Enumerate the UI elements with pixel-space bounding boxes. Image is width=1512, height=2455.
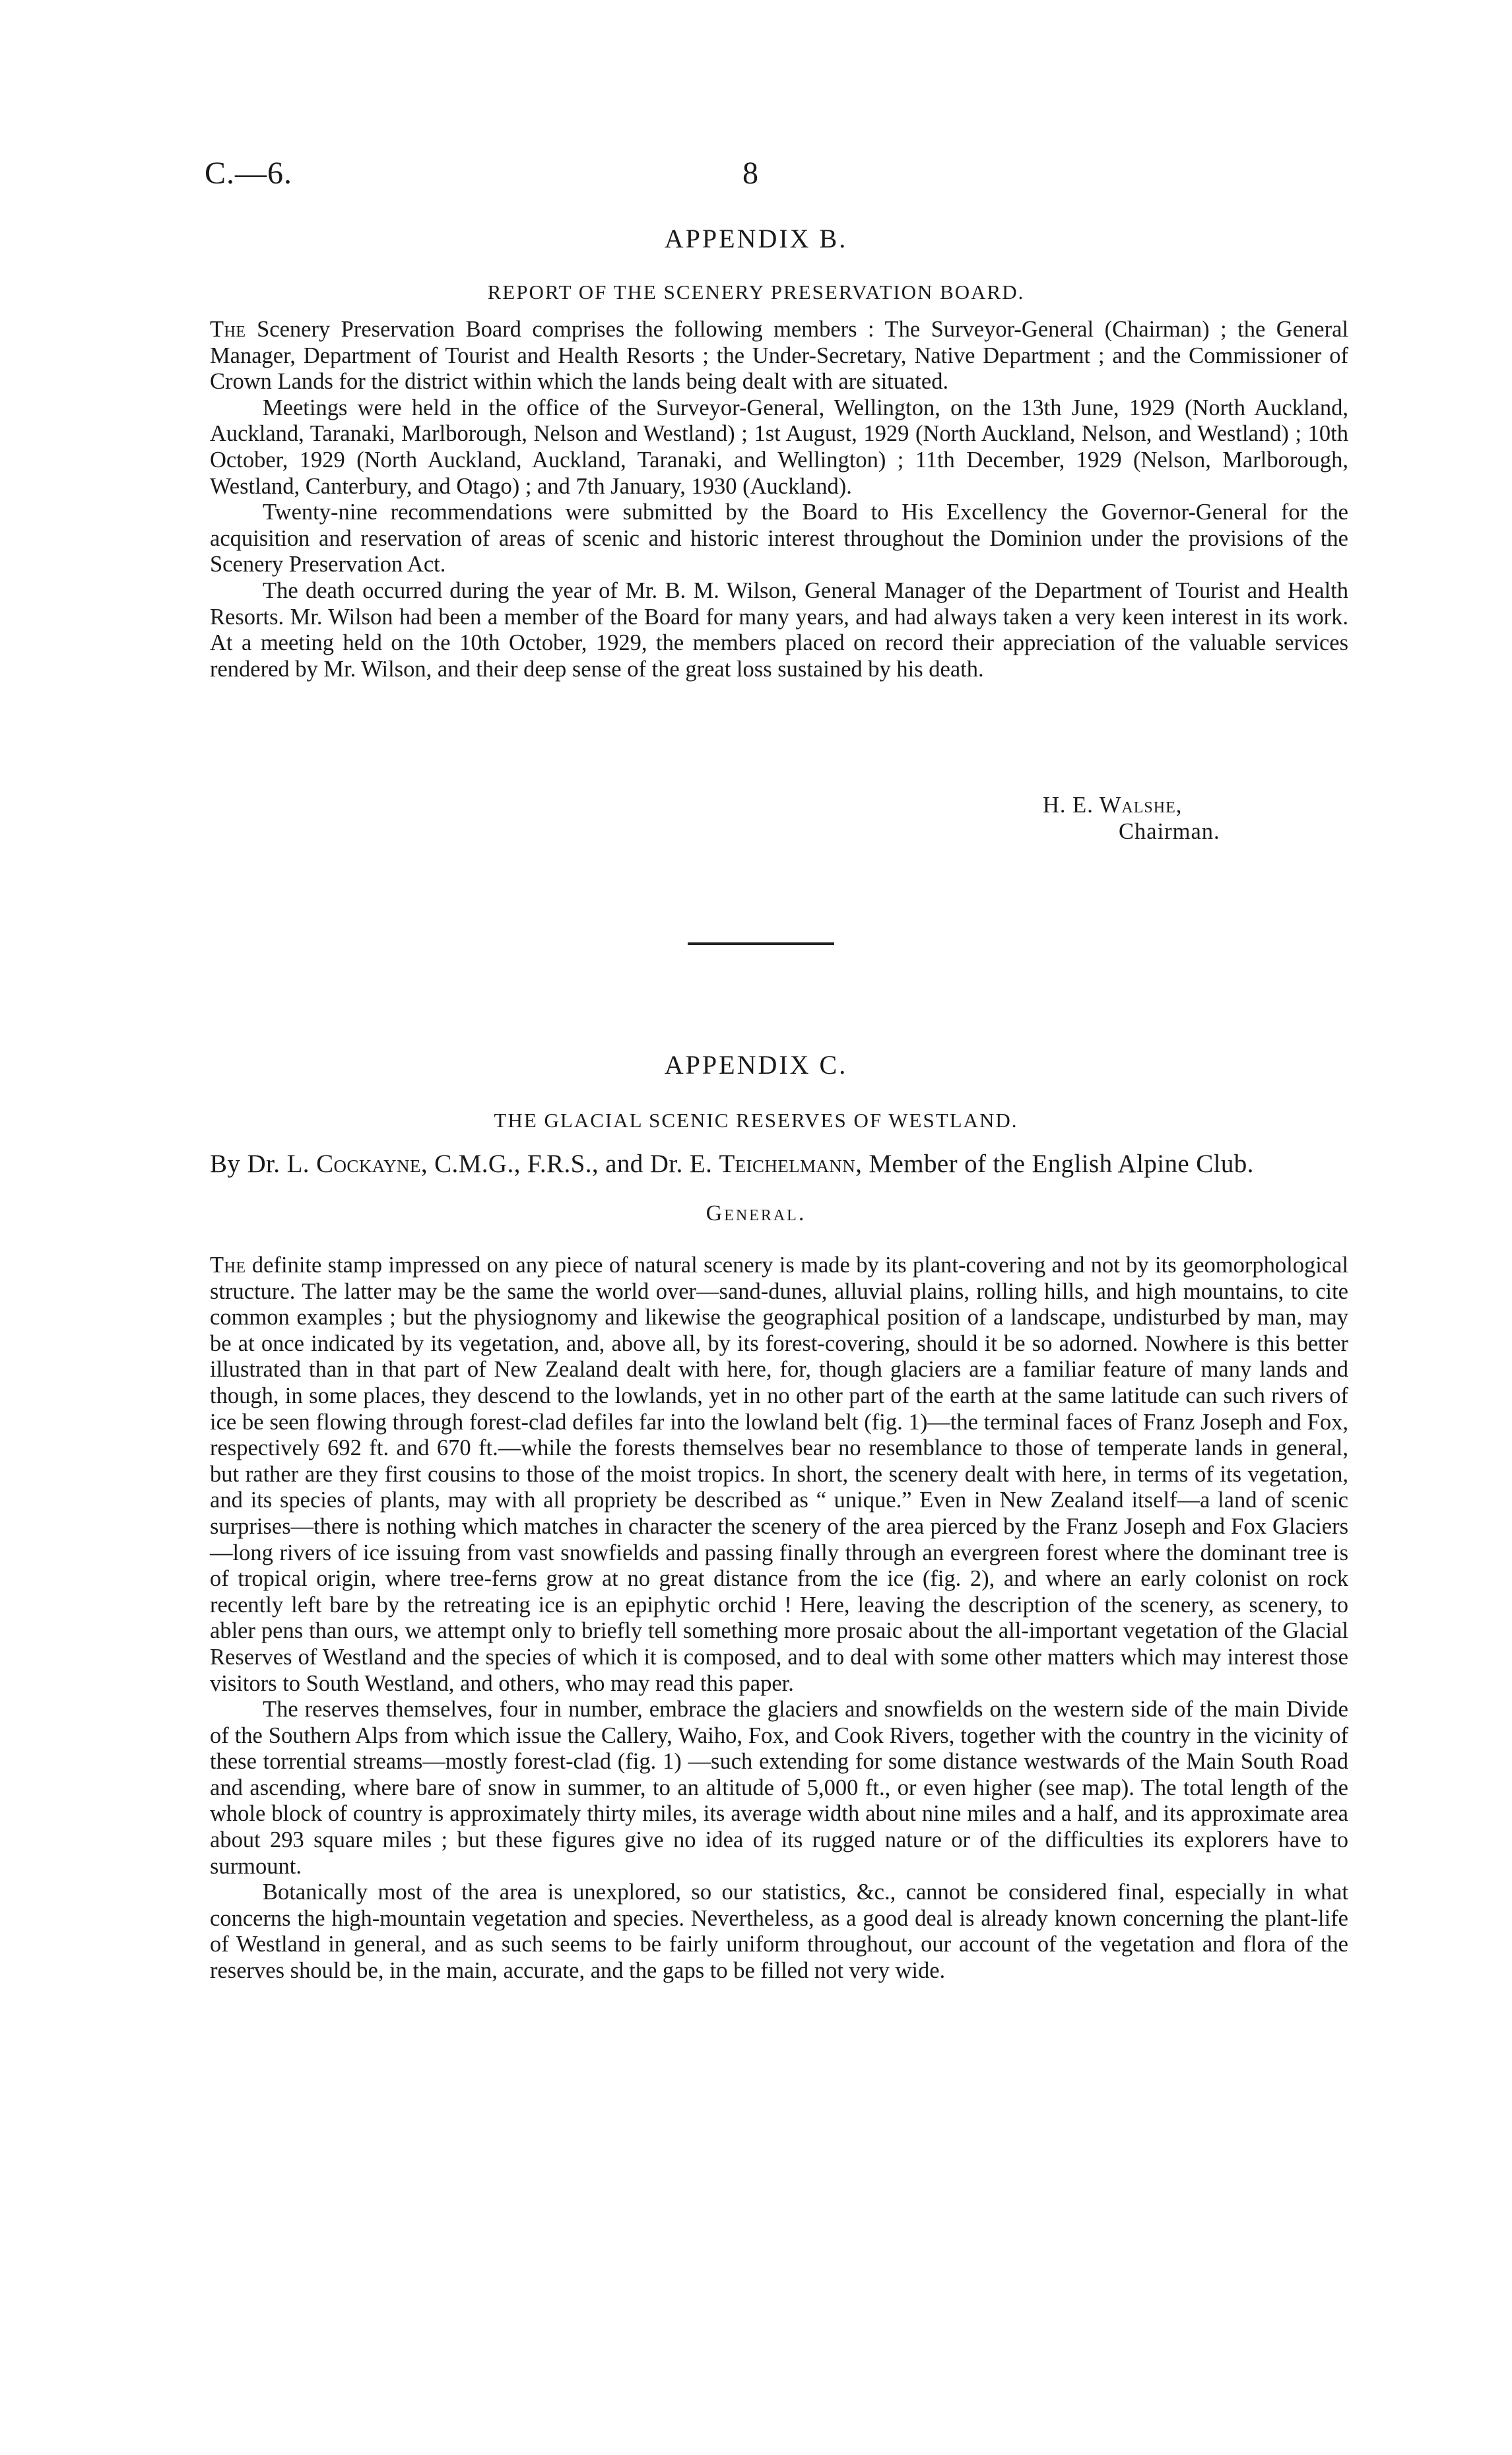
section-heading-general: General. (706, 1201, 806, 1226)
appendix-c-title: APPENDIX C. (664, 1050, 848, 1080)
appendix-b-paragraph-4: The death occurred during the year of Mr. B. M. Wilson, General Manager of the Department of Tourist and Health Resorts. Mr. Wilson had been a member of the Board for many years, and had always taken a very keen interest in its work. At a meeting held on the 10th October, 1929, the members placed on record their appreciation of the valuable services rendered by Mr. Wilson, and their deep sense of the great loss sustained by his death. (210, 577, 1348, 682)
appendix-b-subtitle: REPORT OF THE SCENERY PRESERVATION BOARD. (487, 280, 1025, 304)
paragraph-text: Scenery Preservation Board comprises the following members : The Surveyor-General (Chairman) ; the General Manager, Department of Tourist and Health Resorts ; the Under-Secretary, Native Department ; and the Commissioner of Crown Lands for the district within which the lands being dealt with are situated. (210, 317, 1348, 395)
appendix-b-paragraph-3: Twenty-nine recommendations were submitted by the Board to His Excellency the Governor-General for the acquisition and reservation of areas of scenic and historic interest throughout the Dominion under the provisions of the Scenery Preservation Act. (210, 500, 1348, 577)
paragraph-lead-word: The (210, 317, 246, 342)
page-header (205, 155, 1340, 201)
author-teichelmann: Teichelmann (719, 1150, 856, 1178)
paragraph-text: definite stamp impressed on any piece of natural scenery is made by its plant-covering and not by its geomorphological structure. The latter may be the same the world over—sand-dunes, alluvial plains, rolling hills, and high mountains, to cite common examples ; but the physiognomy and likewise the geographical position of a landscape, undisturbed by man, may be at once indicated by its vegetation, and, above all, by its forest-covering, should it be so adorned. Nowhere is this better illustrated than in that part of New Zealand dealt with here, for, though glaciers are a familiar feature of many lands and though, in some places, they descend to the lowlands, yet in no other part of the earth at the same latitude can such rivers of ice be seen flowing through forest-clad defiles far into the lowland belt (fig. 1)—the terminal faces of Franz Joseph and Fox, respectively 692 ft. and 670 ft.—while the forests themselves bear no resemblance to those of temperate lands in general, but rather are they first cousins to those of the moist tropics. In short, the scenery dealt with here, in terms of its vegetation, and its species of plants, may with all propriety be described as “ unique.” Even in New Zealand itself—a land of scenic surprises—there is nothing which matches in character the scenery of the area pierced by the Franz Joseph and Fox Glaciers—long rivers of ice issuing from vast snowfields and passing finally through an evergreen forest where the dominant tree is of tropical origin, where tree-ferns grow at no great distance from the ice (fig. 2), and where an early colonist on rock recently left bare by the retreating ice is an epiphytic orchid ! Here, leaving the description of the scenery, as scenery, to abler pens than ours, we attempt only to briefly tell something more prosaic about the all-important vegetation of the Glacial Reserves of Westland and the species of which it is composed, and to deal with some other matters which may interest those visitors to South Westland, and others, who may read this paper. (210, 1253, 1348, 1696)
series-code: C.—6. (205, 156, 293, 191)
appendix-c-paragraph-2: The reserves themselves, four in number, embrace the glaciers and snowfields on the western side of the main Divide of the Southern Alps from which issue the Callery, Waiho, Fox, and Cook Rivers, together with the country in the vicinity of these torrential streams—mostly forest-clad (fig. 1) —such extending for some distance westwards of the Main South Road and ascending, where bare of snow in summer, to an altitude of 5,000 ft., or even higher (see map). The total length of the whole block of country is approximately thirty miles, its average width about nine miles and a half, and its approximate area about 293 square miles ; but these figures give no idea of its rugged nature or of the difficulties its explorers have to surmount. (210, 1697, 1348, 1879)
byline-middle: , C.M.G., F.R.S., and Dr. E. (420, 1150, 719, 1178)
appendix-b-paragraph-2: Meetings were held in the office of the Surveyor-General, Wellington, on the 13th June, 1929 (North Auckland, Auckland, Taranaki, Marlborough, Nelson and Westland) ; 1st August, 1929 (North Auckland, Nelson, and Westland) ; 10th October, 1929 (North Auckland, Auckland, Taranaki, and Wellington) ; 11th December, 1929 (Nelson, Marlborough, Westland, Canterbury, and Otago) ; and 7th January, 1930 (Auckland). (210, 395, 1348, 499)
signature-title: Chairman. (1119, 819, 1220, 844)
authors-byline (210, 1150, 1355, 1179)
page-number: 8 (742, 156, 758, 191)
appendix-c-paragraph-1 (210, 1253, 1348, 1697)
signature-block (1043, 792, 1373, 845)
appendix-c-paragraph-3: Botanically most of the area is unexplored, so our statistics, &c., cannot be considered final, especially in what concerns the high-mountain vegetation and species. Nevertheless, as a good deal is already known concerning the plant-life of Westland in general, and as such seems to be fairly uniform throughout, our account of the vegetation and flora of the reserves should be, in the main, accurate, and the gaps to be filled not very wide. (210, 1880, 1348, 1984)
appendix-b-title: APPENDIX B. (664, 224, 848, 253)
byline-prefix: By Dr. L. (210, 1150, 317, 1178)
appendix-c-subtitle: THE GLACIAL SCENIC RESERVES OF WESTLAND. (494, 1109, 1018, 1132)
paragraph-lead-word: The (210, 1253, 246, 1278)
author-cockayne: Cockayne (316, 1150, 421, 1178)
appendix-b-paragraph-1 (210, 317, 1348, 395)
appendix-b-body (210, 317, 1348, 682)
signature-name: H. E. Walshe, (1043, 793, 1183, 818)
appendix-c-body (210, 1253, 1348, 1984)
byline-suffix: , Member of the English Alpine Club. (855, 1150, 1254, 1178)
section-divider (688, 942, 834, 945)
